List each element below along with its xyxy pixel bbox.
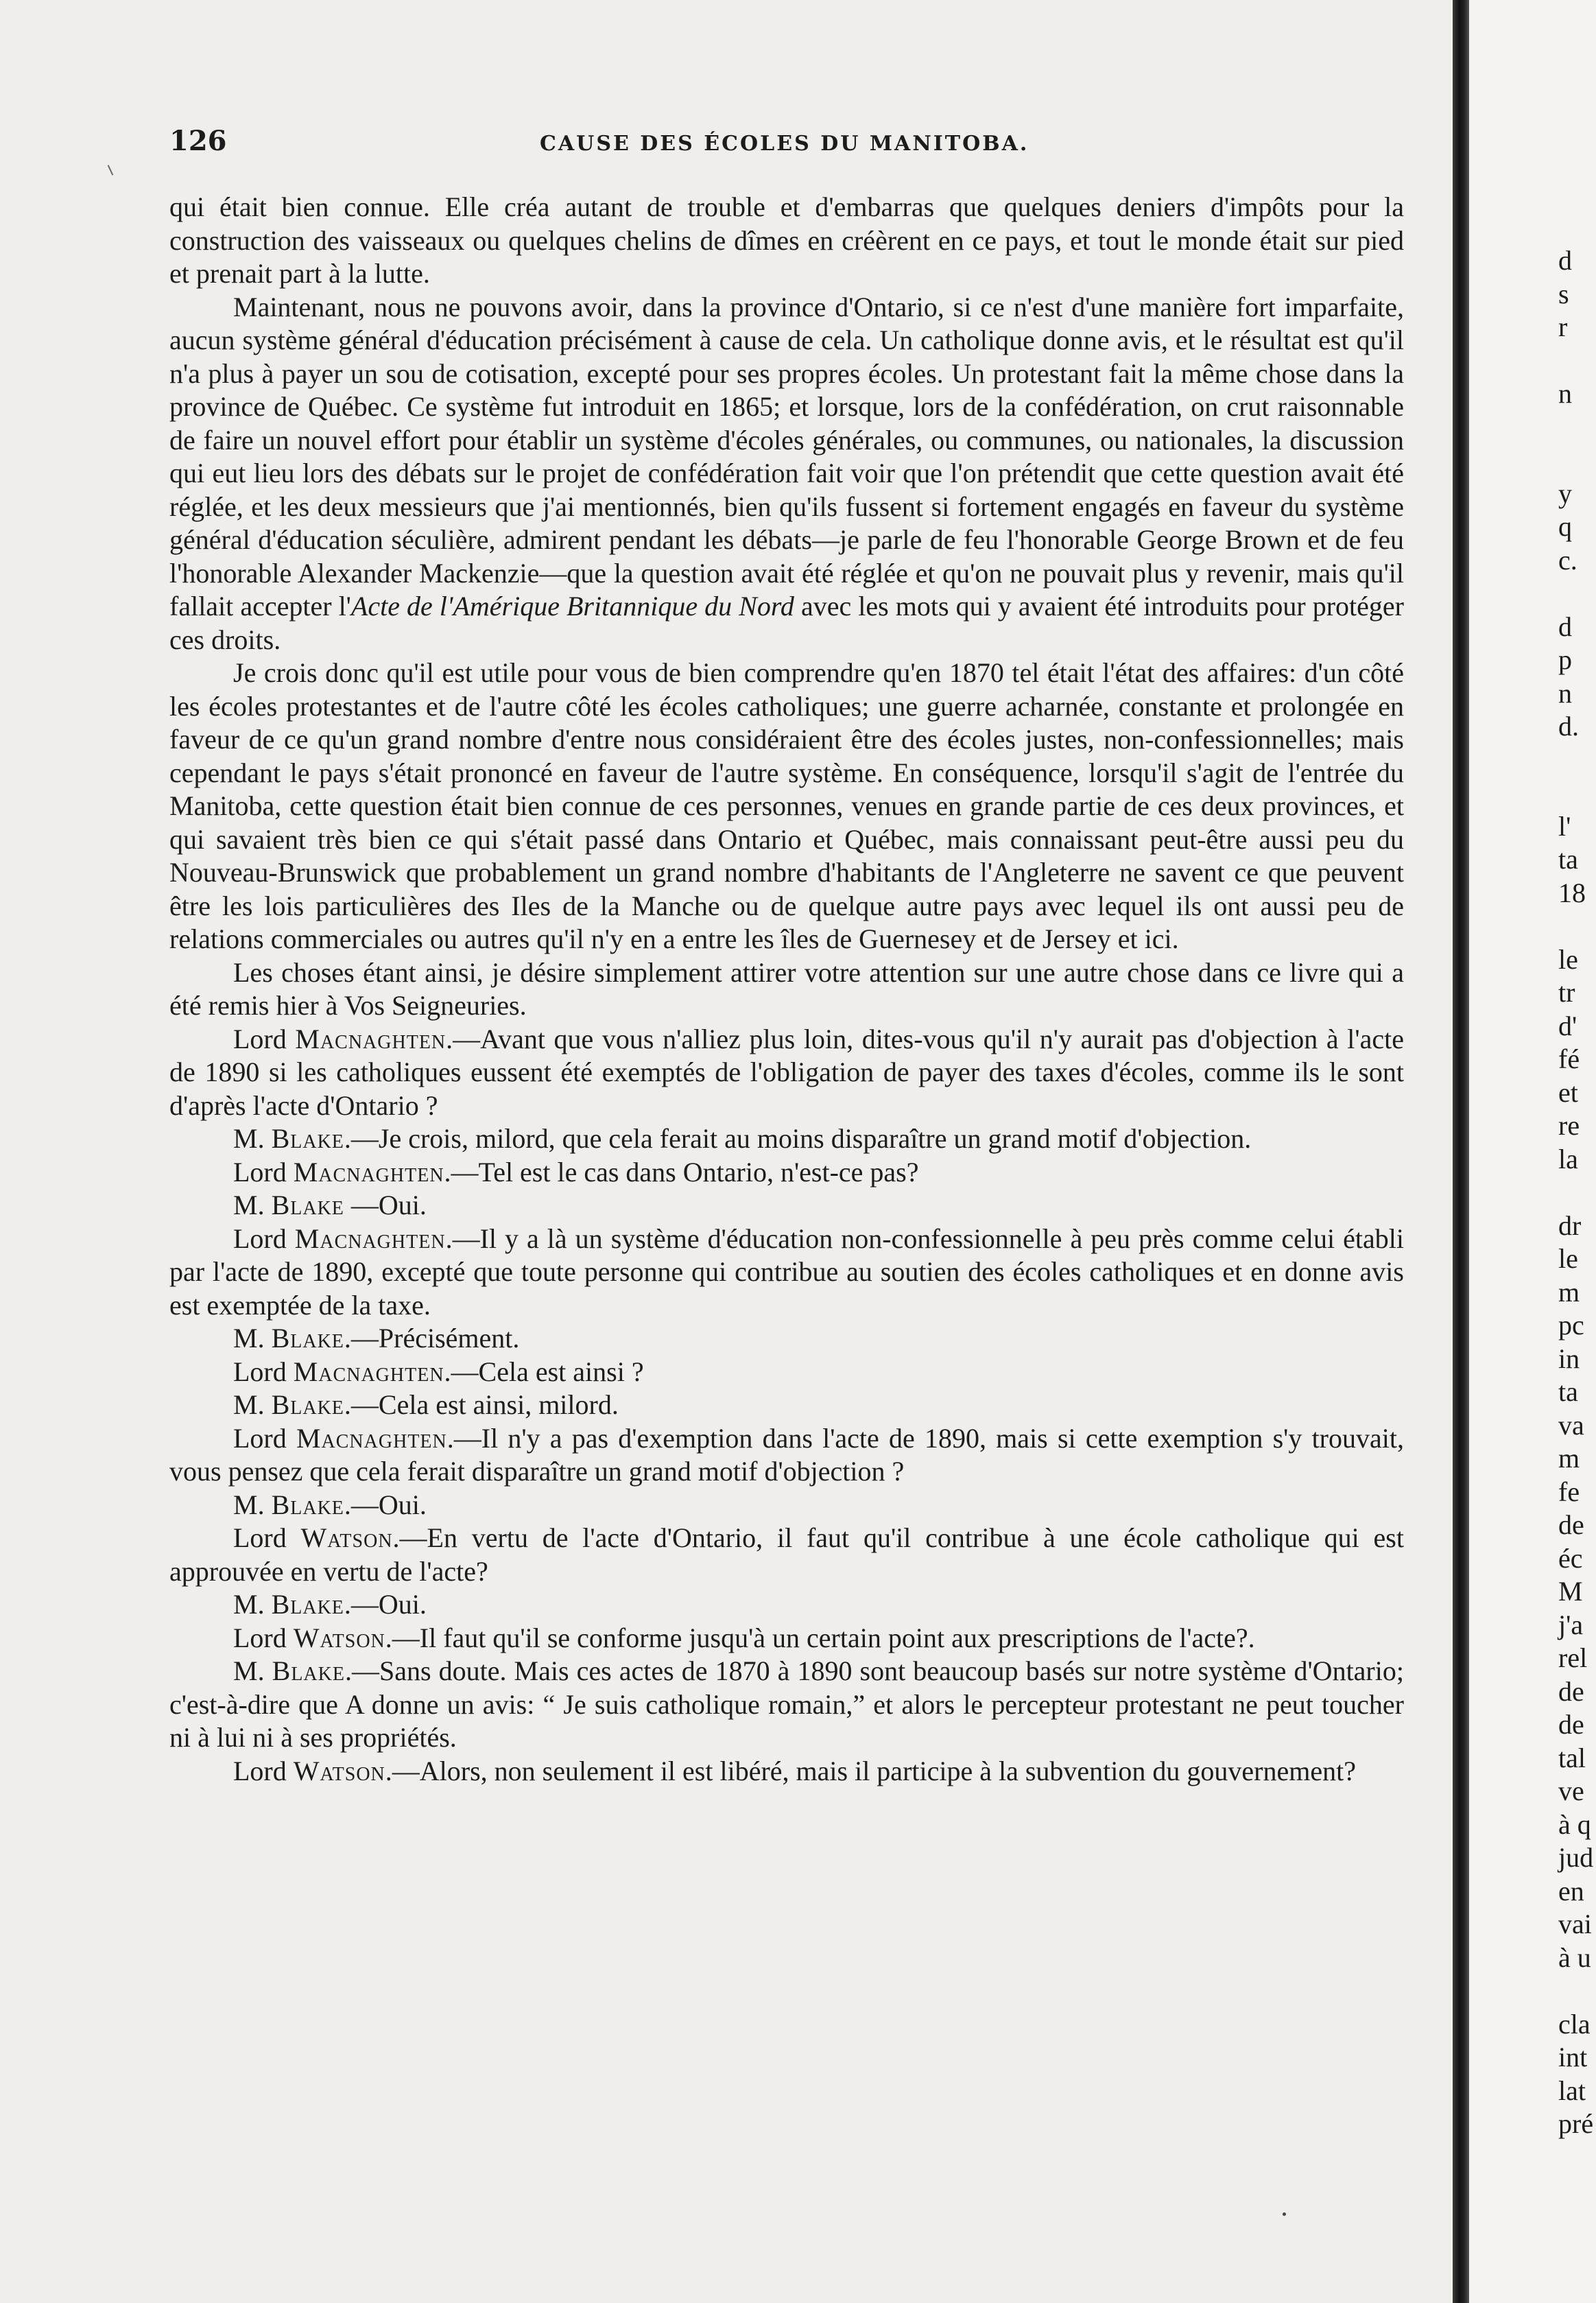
text-run: M. <box>233 1489 272 1520</box>
paragraph <box>169 1356 1404 1389</box>
fragment-line: int <box>1558 2042 1588 2072</box>
text-run: avec les mots qui y avaient été introduits pour protéger ces droits. <box>169 591 1404 655</box>
paragraph <box>169 191 1404 291</box>
text-run: .—Alors, non seulement il est libéré, mais il participe à la subvention du gouvernement? <box>385 1755 1356 1786</box>
speaker-name: Blake <box>271 1489 344 1520</box>
paragraph <box>169 1223 1404 1323</box>
fragment-line <box>1558 344 1593 377</box>
paragraph <box>169 1489 1404 1522</box>
speaker-name: Watson <box>293 1622 385 1653</box>
text-run: qui était bien connue. Elle créa autant de trouble et d'embarras que quelques deniers d'impôts pour la construction des vaisseaux ou quelques chelins de dîmes en créèrent en ce pays, et tout le monde était sur pied et prenait part à la lutte. <box>169 191 1404 289</box>
fragment-line: de <box>1558 1509 1584 1540</box>
paragraph <box>169 1156 1404 1190</box>
paragraph <box>169 1122 1404 1156</box>
speaker-name: Blake <box>271 1190 344 1220</box>
text-run: M. <box>233 1323 272 1354</box>
running-title: CAUSE DES ÉCOLES DU MANITOBA. <box>540 132 1029 156</box>
text-run: .—Cela est ainsi ? <box>444 1356 644 1387</box>
fragment-line: jud <box>1558 1842 1594 1873</box>
text-run: M. <box>233 1389 272 1420</box>
fragment-line: rel <box>1558 1642 1588 1673</box>
fragment-line <box>1558 909 1593 943</box>
text-run: Lord <box>233 1156 294 1188</box>
fragment-line: le <box>1558 1243 1578 1274</box>
text-run: M. <box>233 1655 272 1686</box>
fragment-line: fe <box>1558 1476 1580 1507</box>
text-run: M. <box>233 1589 272 1620</box>
fragment-line: pré <box>1558 2108 1594 2139</box>
fragment-line: vai <box>1558 1909 1592 1939</box>
fragment-line: cla <box>1558 2008 1591 2040</box>
speaker-name: Macnaghten <box>293 1356 444 1387</box>
page-number: 126 <box>169 125 227 157</box>
paragraph <box>169 1389 1404 1422</box>
speaker-name: Watson <box>293 1755 385 1786</box>
fragment-line: p <box>1558 644 1572 675</box>
text-run: M. <box>233 1123 272 1154</box>
fragment-line: s <box>1558 278 1569 309</box>
text-run: .—Cela est ainsi, milord. <box>344 1389 619 1420</box>
speaker-name: Macnaghten <box>296 1422 447 1454</box>
text-run: Lord <box>233 1223 295 1254</box>
fragment-line <box>1558 1175 1593 1209</box>
paragraph <box>169 1189 1404 1223</box>
text-run: Lord <box>233 1755 294 1786</box>
fragment-line: dr <box>1558 1209 1582 1241</box>
text-run: .—En vertu de l'acte d'Ontario, il faut qu'il contribue à une école catholique qui est approuvée en vertu de l'acte? <box>169 1522 1404 1587</box>
speaker-name: Blake <box>271 1589 344 1620</box>
fragment-line <box>1558 410 1593 444</box>
speaker-name: Blake <box>271 1123 344 1154</box>
fragment-line: M <box>1558 1576 1583 1607</box>
fragment-line: l' <box>1558 810 1571 842</box>
fragment-line: va <box>1558 1409 1584 1441</box>
speaker-name: Watson <box>300 1522 393 1553</box>
text-run: Lord <box>233 1023 296 1054</box>
fragment-line: m <box>1558 1443 1580 1474</box>
text-run: —Oui. <box>344 1190 427 1220</box>
scan-dot <box>1283 2212 1286 2216</box>
fragment-line: la <box>1558 1143 1578 1174</box>
scan-mark <box>108 165 114 175</box>
fragment-line: m <box>1558 1276 1580 1308</box>
paragraph <box>169 1622 1404 1655</box>
fragment-line: n <box>1558 677 1572 709</box>
text-run: .—Précisément. <box>344 1323 520 1354</box>
fragment-line: fé <box>1558 1043 1580 1074</box>
fragment-line: à u <box>1558 1941 1591 1973</box>
paragraph <box>169 1588 1404 1622</box>
italic-text: Acte de l'Amérique Britannique du Nord <box>350 591 794 622</box>
fragment-line: en <box>1558 1875 1584 1906</box>
fragment-line: ta <box>1558 844 1578 875</box>
paragraph <box>169 657 1404 956</box>
book-gutter <box>1453 0 1469 2303</box>
fragment-line: éc <box>1558 1542 1583 1574</box>
next-page-edge <box>1469 0 1596 2303</box>
text-run: .—Il faut qu'il se conforme jusqu'à un certain point aux prescriptions de l'acte?. <box>385 1622 1255 1653</box>
fragment-line <box>1558 743 1593 777</box>
text-run: .—Oui. <box>344 1589 427 1620</box>
fragment-line: ve <box>1558 1775 1584 1806</box>
paragraph <box>169 1655 1404 1755</box>
text-run: .—Sans doute. Mais ces actes de 1870 à 1890 sont beaucoup basés sur notre système d'Ontario; c'est-à-dire que A donne un avis: “ Je suis catholique romain,” et alors le percepteur protestant ne peut toucher ni à lui ni à ses propriétés. <box>169 1655 1404 1753</box>
speaker-name: Macnaghten <box>293 1156 444 1188</box>
fragment-line: tal <box>1558 1742 1586 1773</box>
fragment-line: j'a <box>1558 1609 1584 1640</box>
fragment-line: le <box>1558 943 1578 975</box>
fragment-line: d' <box>1558 1010 1577 1041</box>
text-run: Lord <box>233 1522 301 1553</box>
fragment-line: pc <box>1558 1310 1584 1341</box>
speaker-name: Macnaghten <box>294 1223 446 1254</box>
fragment-line <box>1558 776 1593 810</box>
paragraph <box>169 1522 1404 1588</box>
text-run: Les choses étant ainsi, je désire simplement attirer votre attention sur une autre chose dans ce livre qui a été remis hier à Vos Seigneuries. <box>169 956 1404 1021</box>
text-run: Je crois donc qu'il est utile pour vous de bien comprendre qu'en 1870 tel était l'état des affaires: d'un côté les écoles protestantes et de l'autre côté les écoles catholiques; une guerre acharnée, constante et prolongée en faveur de ce qu'un grand nombre d'entre nous considéraient être des écoles justes, non-confessionnelles; mais cependant le pays s'était prononcé en faveur de l'autre système. En conséquence, lorsqu'il s'agit de l'entrée du Manitoba, cette question était bien connue de ces personnes, venues en grande partie de ces deux provinces, et qui savaient très bien ce qui s'était passé dans Ontario et Québec, mais connaissant peut-être aussi peu du Nouveau-Brunswick que probablement un grand nombre d'habitants de l'Angleterre ne savent ce que peuvent être les lois particulières des Iles de la Manche ou de quelque autre pays avec lequel ils ont aussi peu de relations commerciales ou autres qu'il n'y en a entre les îles de Guernesey et de Jersey et ici. <box>169 657 1404 954</box>
fragment-line: à q <box>1558 1808 1591 1840</box>
fragment-line: n <box>1558 378 1572 409</box>
fragment-line <box>1558 1974 1593 2007</box>
page-header <box>169 125 1404 166</box>
fragment-line: et <box>1558 1076 1578 1108</box>
fragment-line: ta <box>1558 1376 1578 1407</box>
fragment-line: lat <box>1558 2075 1586 2106</box>
paragraph <box>169 1422 1404 1489</box>
paragraph <box>169 1023 1404 1123</box>
text-run: .—Il n'y a pas d'exemption dans l'acte de 1890, mais si cette exemption s'y trouvait, vous pensez que cela ferait disparaître un grand motif d'objection ? <box>169 1422 1404 1487</box>
fragment-line: de <box>1558 1675 1584 1707</box>
text-run: .—Avant que vous n'alliez plus loin, dites-vous qu'il n'y aurait pas d'objection à l'acte de 1890 si les catholiques eussent été exemptés de l'obligation de payer des taxes d'écoles, comme ils le sont d'après l'acte d'Ontario ? <box>169 1023 1404 1121</box>
fragment-line: y <box>1558 477 1572 509</box>
text-run: Lord <box>233 1622 294 1653</box>
next-page-fragments <box>1558 244 1593 2140</box>
fragment-line <box>1558 443 1593 477</box>
fragment-line: r <box>1558 311 1568 342</box>
fragment-line: tr <box>1558 977 1575 1008</box>
fragment-line: de <box>1558 1709 1584 1740</box>
paragraph <box>169 291 1404 657</box>
fragment-line: d <box>1558 611 1572 642</box>
fragment-line: c. <box>1558 544 1577 576</box>
paragraph <box>169 1755 1404 1788</box>
body-text <box>169 191 1404 1788</box>
fragment-line: 18 <box>1558 877 1586 908</box>
fragment-line: q <box>1558 511 1572 542</box>
text-run: Lord <box>233 1356 294 1387</box>
fragment-line <box>1558 576 1593 610</box>
text-run: M. <box>233 1190 272 1220</box>
text-run: Maintenant, nous ne pouvons avoir, dans la province d'Ontario, si ce n'est d'une manière fort imparfaite, aucun système général d'éducation précisément à cause de cela. Un catholique donne avis, et le résultat est qu'il n'a plus à payer un sou de cotisation, excepté pour ses propres écoles. Un protestant fait la même chose dans la province de Québec. Ce système fut introduit en 1865; et lorsque, lors de la confédération, on crut raisonnable de faire un nouvel effort pour établir un système d'écoles générales, ou communes, ou nationales, la discussion qui eut lieu lors des débats sur le projet de confédération fait voir que l'on prétendit que cette question avait été réglée, et les deux messieurs que j'ai mentionnés, bien qu'ils fussent si fortement engagés en faveur du système général d'éducation séculière, admirent pendant les débats—je parle de feu l'honorable George Brown et de feu l'honorable Alexander Mackenzie—que la question avait été réglée et qu'on ne pouvait plus y revenir, mais qu'il fallait accepter l' <box>169 291 1404 622</box>
speaker-name: Blake <box>271 1389 344 1420</box>
fragment-line: in <box>1558 1343 1580 1374</box>
speaker-name: Blake <box>271 1323 344 1354</box>
text-run: .—Il y a là un système d'éducation non-confessionnelle à peu près comme celui établi par l'acte de 1890, excepté que toute personne qui contribue au soutien des écoles catholiques et en donne avis est exemptée de la taxe. <box>169 1223 1404 1321</box>
text-run: .—Tel est le cas dans Ontario, n'est-ce pas? <box>444 1156 919 1188</box>
speaker-name: Macnaghten <box>295 1023 446 1054</box>
text-run: .—Oui. <box>344 1489 427 1520</box>
fragment-line: re <box>1558 1110 1580 1141</box>
speaker-name: Blake <box>272 1655 345 1686</box>
fragment-line: d <box>1558 245 1572 276</box>
paragraph <box>169 1322 1404 1356</box>
paragraph <box>169 956 1404 1023</box>
text-run: .—Je crois, milord, que cela ferait au moins disparaître un grand motif d'objection. <box>344 1123 1252 1154</box>
fragment-line: d. <box>1558 711 1579 742</box>
text-run: Lord <box>233 1422 296 1454</box>
